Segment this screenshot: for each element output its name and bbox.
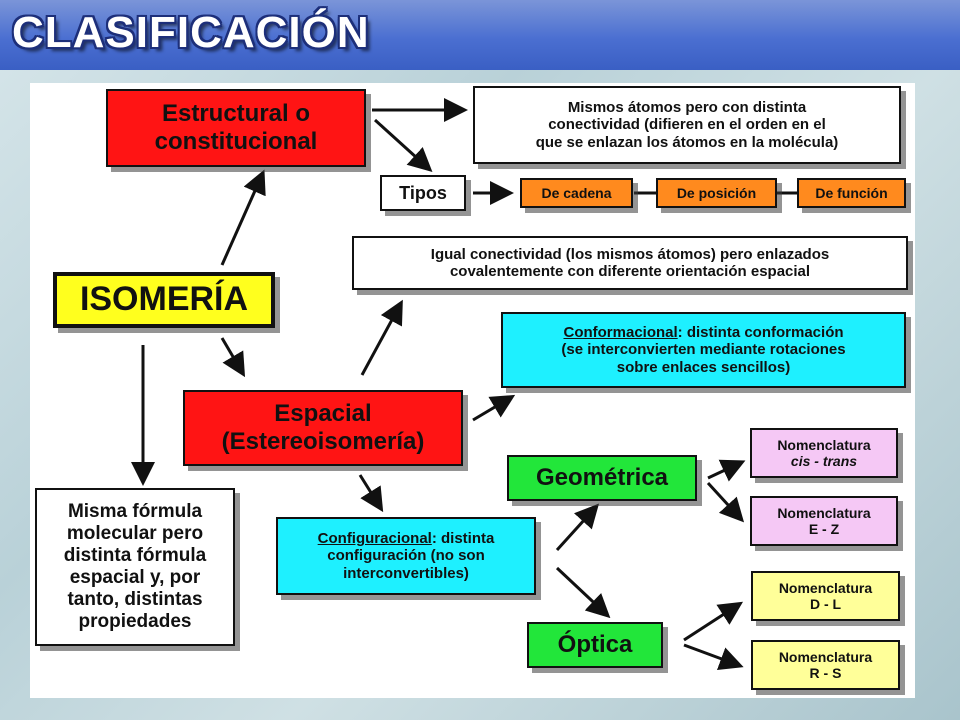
node-nom-ez-line1: Nomenclatura xyxy=(777,504,871,521)
arrow-geometrica-to-ez xyxy=(708,483,740,518)
node-estructural xyxy=(106,89,366,167)
node-geometrica xyxy=(507,455,697,501)
node-espacial-desc-line2: covalentemente con diferente orientación espacial xyxy=(449,263,811,280)
node-geometrica-label: Geométrica xyxy=(535,464,669,492)
arrow-geometrica-to-cis-trans xyxy=(708,463,740,478)
node-optica-label: Óptica xyxy=(557,631,633,659)
node-misma-formula-line4: espacial y, por xyxy=(69,567,201,588)
node-espacial-line1: Espacial xyxy=(274,400,372,428)
node-isomeria-label: ISOMERÍA xyxy=(79,280,249,319)
arrow-espacial-to-conformacional xyxy=(473,398,510,420)
node-espacial-desc xyxy=(352,236,908,290)
node-nom-rs xyxy=(751,640,900,690)
node-configuracional-line1-rest: : distinta xyxy=(431,530,495,548)
node-nom-rs-line1: Nomenclatura xyxy=(778,648,873,665)
node-misma-formula-line5: tanto, distintas xyxy=(67,588,203,610)
node-nom-cis-trans-line1: Nomenclatura xyxy=(777,436,871,453)
node-espacial-desc-line1: Igual conectividad (los mismos átomos) pero enlazados xyxy=(430,245,830,263)
node-de-funcion-label: De función xyxy=(815,184,888,201)
node-nom-ez xyxy=(750,496,898,546)
node-de-funcion xyxy=(797,178,906,208)
arrow-optica-to-dl xyxy=(684,605,738,640)
node-conformacional-line1-rest: : distinta conformación xyxy=(677,324,844,342)
node-conformacional-line3: sobre enlaces sencillos) xyxy=(616,358,791,376)
arrow-configuracional-to-geometrica xyxy=(557,508,595,550)
node-misma-formula-line3: distinta fórmula xyxy=(63,545,207,567)
node-nom-cis-trans-line2: cis - trans xyxy=(790,453,858,469)
node-conformacional-term: Conformacional xyxy=(563,324,678,342)
node-configuracional-term: Configuracional xyxy=(317,530,432,548)
node-estructural-desc-line2: conectividad (difieren en el orden en el xyxy=(548,116,826,134)
node-nom-dl xyxy=(751,571,900,621)
node-conformacional-line2: (se interconvierten mediante rotaciones xyxy=(561,341,846,359)
node-configuracional-line1 xyxy=(318,530,495,547)
node-conformacional-line1 xyxy=(563,324,843,341)
arrow-optica-to-rs xyxy=(684,645,738,665)
node-de-posicion-label: De posición xyxy=(676,184,757,201)
node-configuracional-line3: interconvertibles) xyxy=(343,564,469,582)
node-isomeria xyxy=(53,272,275,328)
node-optica xyxy=(527,622,663,668)
node-misma-formula-line1: Misma fórmula xyxy=(67,501,203,523)
node-estructural-desc xyxy=(473,86,901,164)
arrow-estructural-to-tipos xyxy=(375,120,428,168)
node-tipos xyxy=(380,175,466,211)
node-de-posicion xyxy=(656,178,777,208)
node-conformacional xyxy=(501,312,906,388)
node-nom-ez-line2: E - Z xyxy=(808,521,840,537)
node-espacial xyxy=(183,390,463,466)
node-estructural-line1: Estructural o xyxy=(161,100,311,128)
arrow-espacial-to-configuracional xyxy=(360,475,380,507)
node-tipos-label: Tipos xyxy=(399,182,447,203)
node-estructural-desc-line1: Mismos átomos pero con distinta xyxy=(567,99,807,117)
node-estructural-desc-line3: que se enlazan los átomos en la molécula) xyxy=(535,133,839,151)
arrow-isomeria-to-estructural xyxy=(222,175,262,265)
node-nom-rs-line2: R - S xyxy=(809,665,842,681)
node-estructural-line2: constitucional xyxy=(154,128,318,155)
node-de-cadena xyxy=(520,178,633,208)
node-misma-formula-line6: propiedades xyxy=(78,610,192,632)
node-de-cadena-label: De cadena xyxy=(541,184,612,201)
node-nom-cis-trans xyxy=(750,428,898,478)
node-misma-formula-line2: molecular pero xyxy=(66,523,204,545)
arrow-isomeria-to-espacial xyxy=(222,338,242,372)
node-configuracional-line2: configuración (no son xyxy=(327,547,485,565)
node-nom-dl-line1: Nomenclatura xyxy=(778,579,873,596)
node-espacial-line2: (Estereoisomería) xyxy=(221,428,425,455)
node-nom-dl-line2: D - L xyxy=(809,596,842,612)
node-misma-formula xyxy=(35,488,235,646)
slide-title: CLASIFICACIÓN xyxy=(12,8,370,57)
arrow-espacial-to-espacial-desc xyxy=(362,305,400,375)
arrow-configuracional-to-optica xyxy=(557,568,606,614)
node-configuracional xyxy=(276,517,536,595)
